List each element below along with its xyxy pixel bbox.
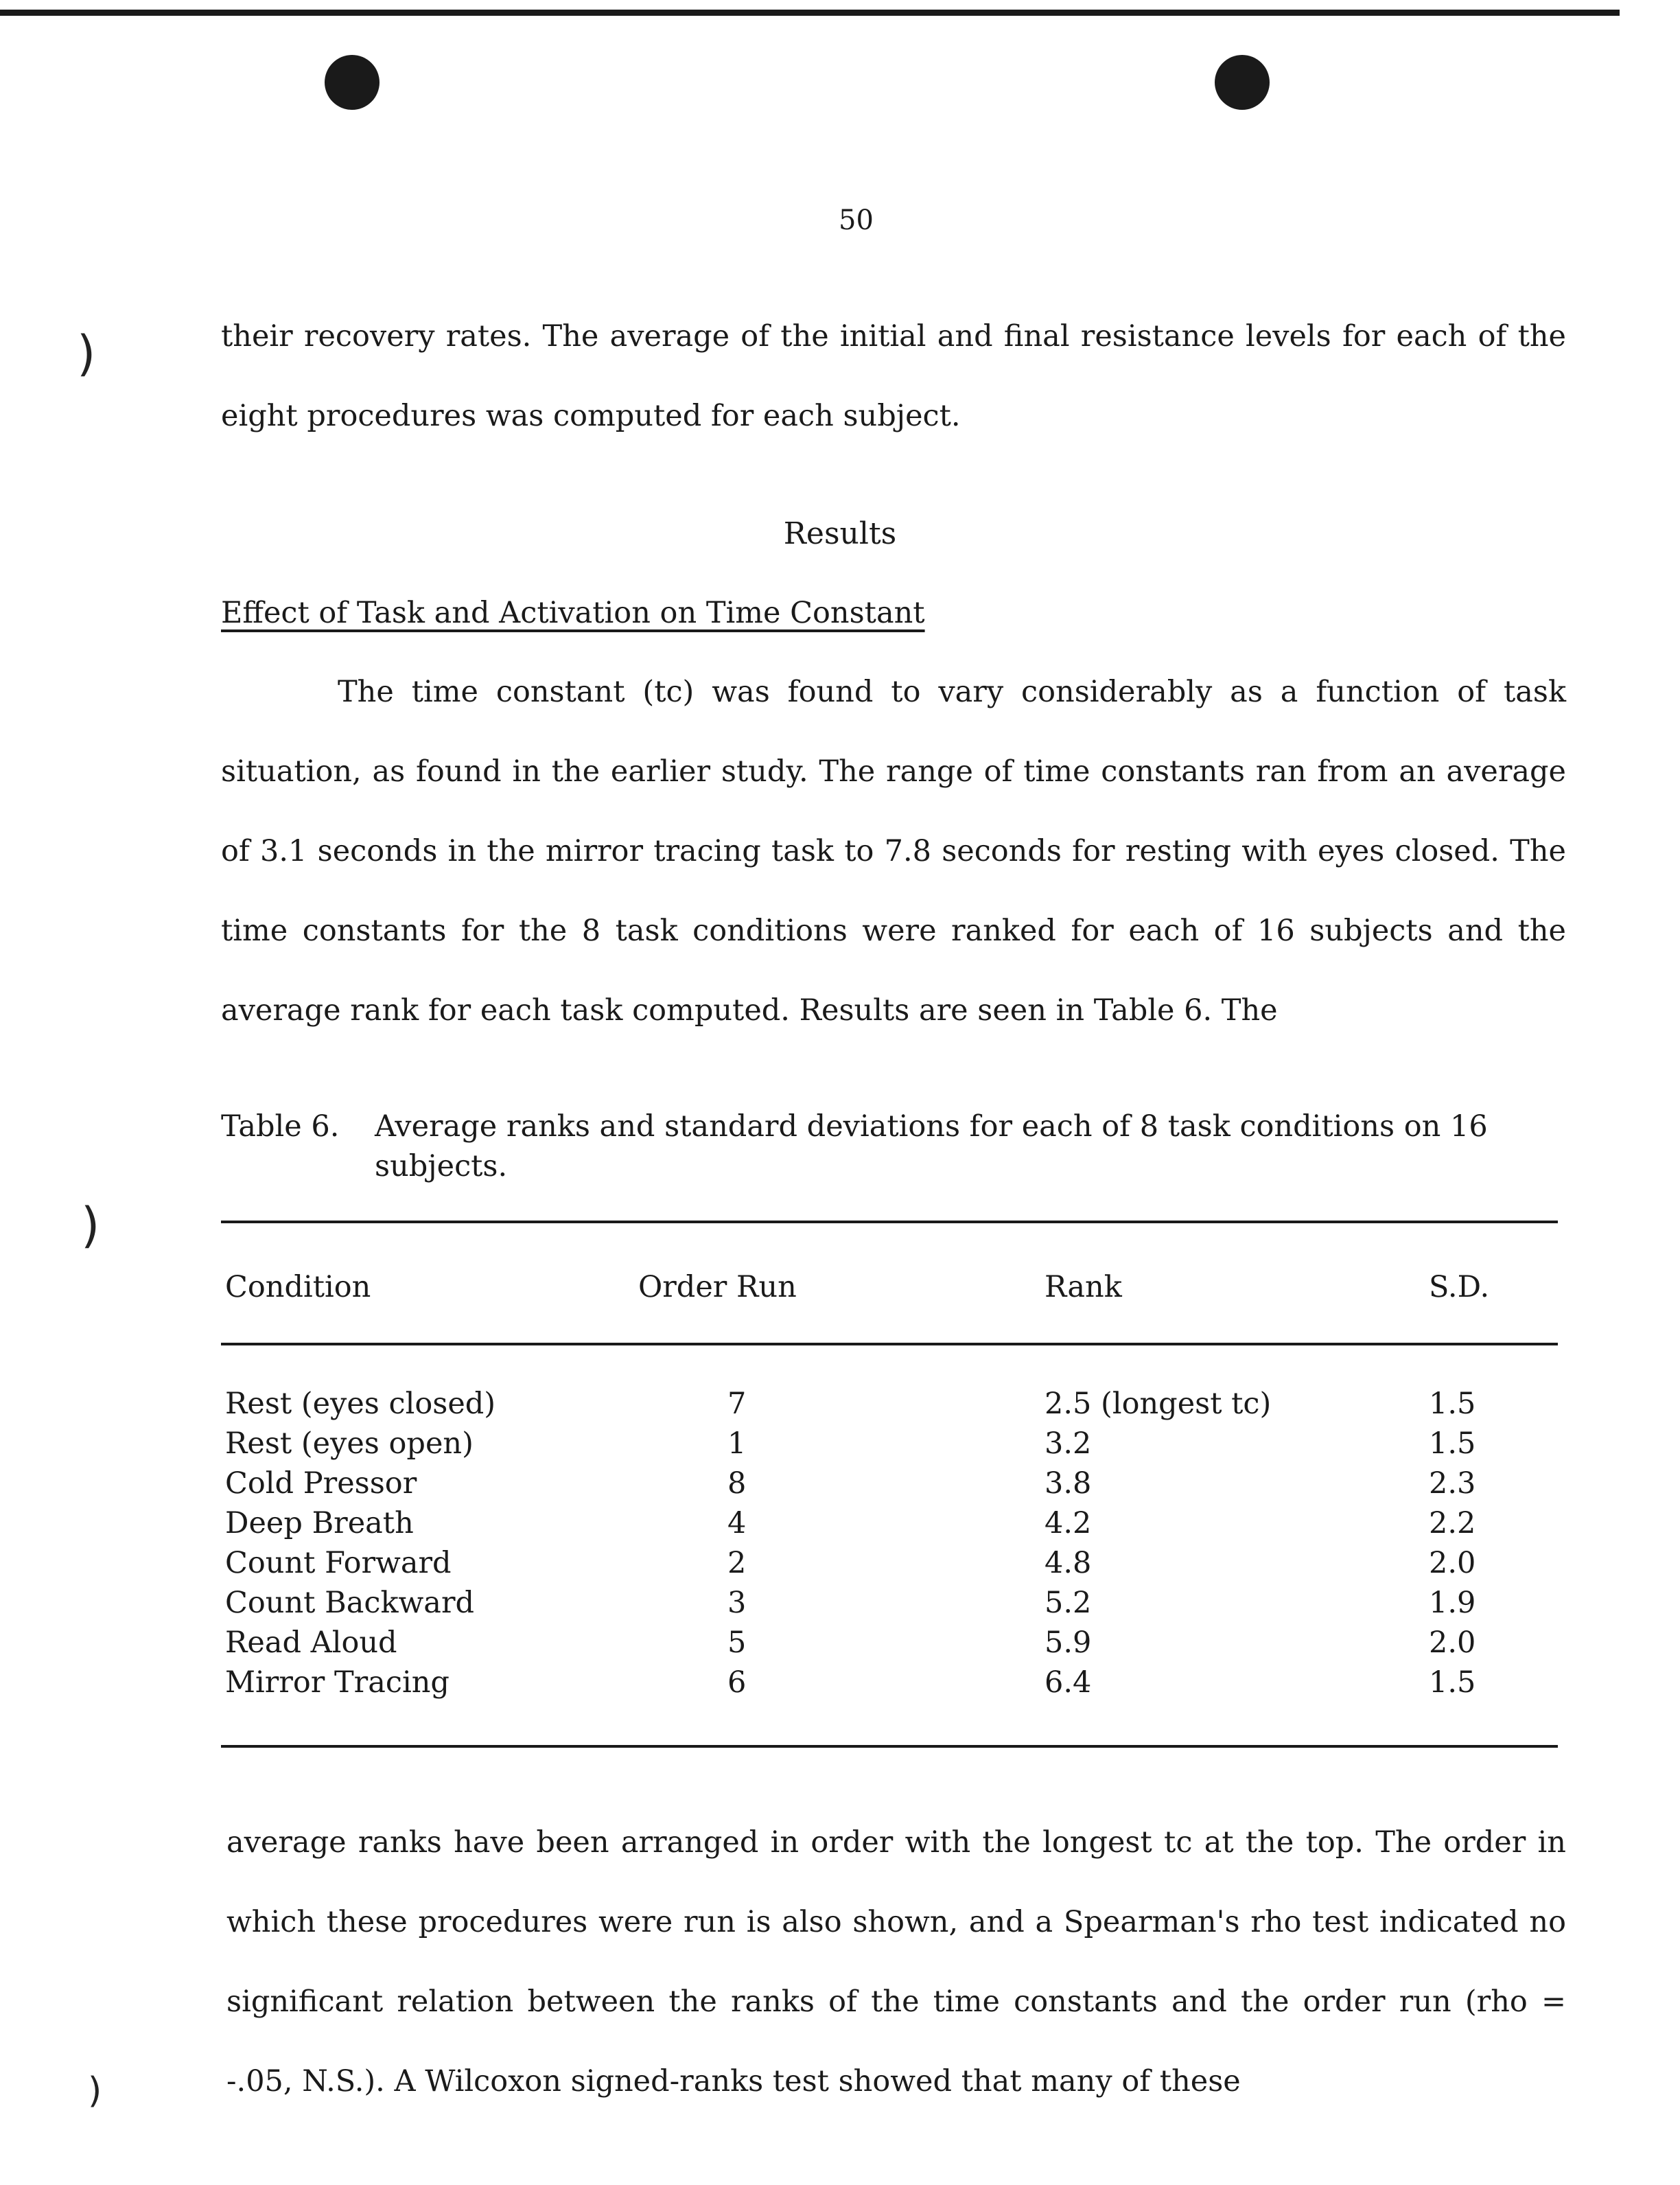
after-table-paragraph: average ranks have been arranged in order with the longest tc at the top. The order in which these procedures were run is also shown, and a Spearman's rho test indicated no significant relation between the ranks of the time constants and the order run (rho = -.05, N.S.). A Wilcoxon signed-ranks test showed that many of these [226,1825,1566,2099]
table-cell-sd: 2.0 [1429,1626,1476,1660]
table-cell-order-run: 4 [727,1506,747,1540]
table-cell-condition: Count Backward [225,1586,475,1620]
table-caption-text-line2: subjects. [375,1149,508,1183]
table-cell-rank: 3.8 [1045,1466,1092,1501]
table-cell-rank: 4.8 [1045,1546,1092,1580]
table-cell-rank: 5.9 [1045,1626,1092,1660]
table-column-order-run [727,1384,746,1702]
results-heading: Results [783,516,897,551]
table-cell-order-run: 7 [727,1387,747,1421]
table-column-sd [1429,1384,1475,1702]
results-paragraph [221,652,1566,1050]
column-header-condition: Condition [225,1270,371,1304]
table-column-condition [225,1384,495,1702]
top-page-rule [0,10,1620,16]
table-cell-condition: Count Forward [225,1546,452,1580]
table-caption-label: Table 6. [221,1109,340,1144]
table-cell-condition: Rest (eyes closed) [225,1387,496,1421]
table-cell-condition: Cold Pressor [225,1466,417,1501]
table-cell-order-run: 5 [727,1626,747,1660]
table-cell-condition: Read Aloud [225,1626,397,1660]
table-cell-rank: 6.4 [1045,1665,1092,1700]
column-header-rank: Rank [1045,1270,1122,1304]
results-paragraph-text: The time constant (tc) was found to vary considerably as a function of task situation, as found in the earlier study. The range of time constants ran from an average of 3.1 seconds in the mirror tracing task to 7.8 seconds for resting with eyes closed. The time constants for the 8 task conditions were ranked for each of 16 subjects and the average rank for each task computed. Results are seen in Table 6. The [221,675,1566,1028]
column-header-order-run: Order Run [638,1270,797,1304]
table-header-rule [221,1343,1558,1345]
table-cell-sd: 2.3 [1429,1466,1476,1501]
punch-hole-left [325,55,380,110]
margin-mark: ) [81,1197,100,1253]
table-cell-order-run: 6 [727,1665,747,1700]
table-cell-rank: 4.2 [1045,1506,1092,1540]
margin-mark: ) [88,2070,102,2112]
table-cell-sd: 1.9 [1429,1586,1476,1620]
table-bottom-rule [221,1745,1558,1748]
table-cell-order-run: 8 [727,1466,747,1501]
table-top-rule [221,1221,1558,1223]
table-cell-condition: Rest (eyes open) [225,1426,474,1461]
table-cell-sd: 1.5 [1429,1426,1476,1461]
table-cell-condition: Deep Breath [225,1506,414,1540]
table-cell-order-run: 3 [727,1586,747,1620]
table-cell-rank: 5.2 [1045,1586,1092,1620]
table-cell-sd: 1.5 [1429,1387,1476,1421]
intro-paragraph: their recovery rates. The average of the initial and final resistance levels for each of the eight procedures was computed for each subject. [221,319,1566,433]
table-cell-sd: 2.2 [1429,1506,1476,1540]
margin-mark: ) [77,325,96,382]
table-caption [221,1107,1566,1186]
table-cell-rank: 3.2 [1045,1426,1092,1461]
table-cell-rank: 2.5 (longest tc) [1045,1387,1272,1421]
table-cell-order-run: 2 [727,1546,747,1580]
section-heading: Effect of Task and Activation on Time Constant [221,596,925,630]
table-cell-order-run: 1 [727,1426,747,1461]
table-cell-condition: Mirror Tracing [225,1665,450,1700]
column-header-sd: S.D. [1429,1270,1490,1304]
punch-hole-right [1215,55,1270,110]
page-number: 50 [839,205,874,236]
table-cell-sd: 2.0 [1429,1546,1476,1580]
table-column-rank [1045,1384,1271,1702]
table-caption-text-line1: Average ranks and standard deviations for each of 8 task conditions on 16 [375,1109,1488,1144]
table-cell-sd: 1.5 [1429,1665,1476,1700]
